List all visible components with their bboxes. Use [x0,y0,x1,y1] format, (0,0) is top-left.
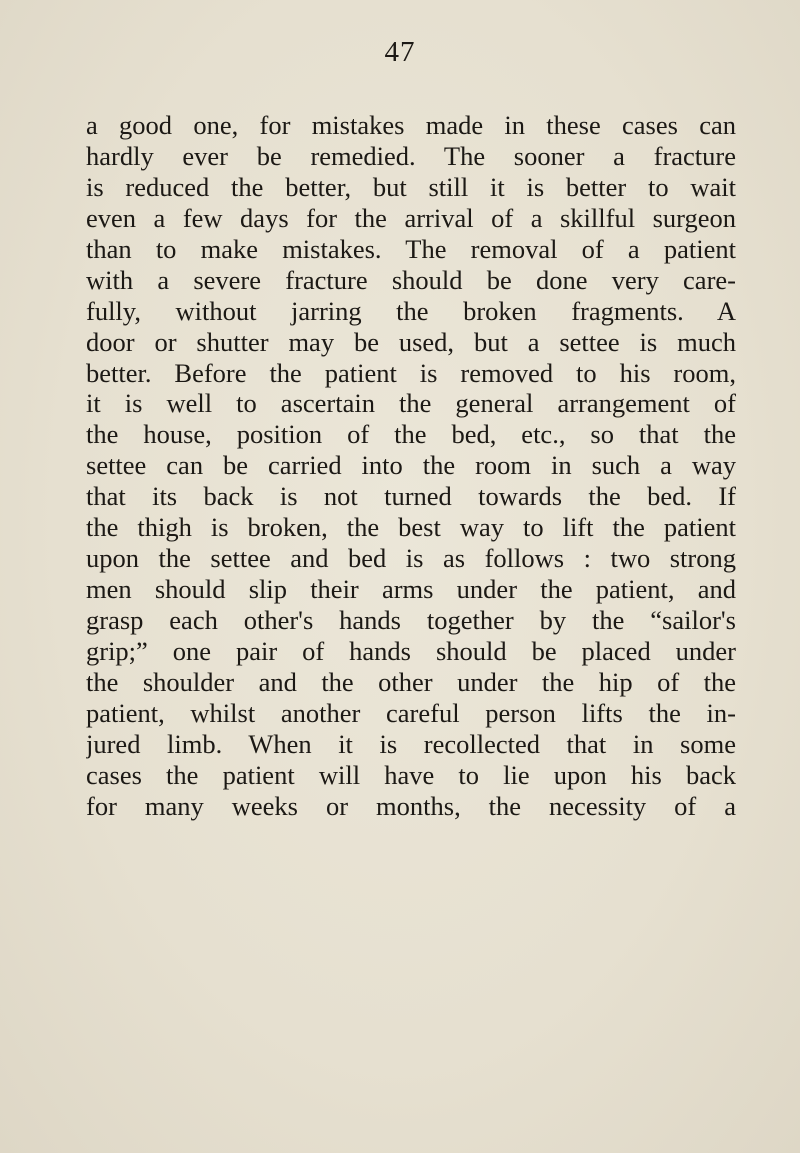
text-line: door or shutter may be used, but a settee is much [86,326,736,357]
text-line: is reduced the better, but still it is better to wait [86,171,736,202]
text-line: for many weeks or months, the necessity of a [86,790,736,821]
text-line: hardly ever be remedied. The sooner a fracture [86,140,736,171]
text-line: a good one, for mistakes made in these cases can [86,110,736,140]
text-line: cases the patient will have to lie upon his back [86,759,736,790]
text-line: the house, position of the bed, etc., so that the [86,419,736,450]
text-line: than to make mistakes. The removal of a patient [86,233,736,264]
text-line: patient, whilst another careful person lifts the in- [86,697,736,728]
text-line: jured limb. When it is recollected that in some [86,728,736,759]
text-line: that its back is not turned towards the bed. If [86,481,736,512]
text-line: it is well to ascertain the general arrangement of [86,388,736,419]
text-line: with a severe fracture should be done very care- [86,264,736,295]
text-line: grasp each other's hands together by the “sailor's [86,605,736,635]
body-text [86,110,736,822]
text-line: upon the settee and bed is as follows : two strong [86,543,736,574]
text-line: grip;” one pair of hands should be placed under [86,635,736,666]
text-line: even a few days for the arrival of a skillful surgeon [86,202,736,233]
text-line: settee can be carried into the room in such a way [86,450,736,481]
text-line: men should slip their arms under the patient, and [86,574,736,605]
text-line: better. Before the patient is removed to his room, [86,357,736,388]
page-number: 47 [384,36,416,68]
text-line: the thigh is broken, the best way to lift the patient [86,512,736,543]
text-line: fully, without jarring the broken fragments. A [86,295,736,326]
text-line: the shoulder and the other under the hip of the [86,666,736,697]
